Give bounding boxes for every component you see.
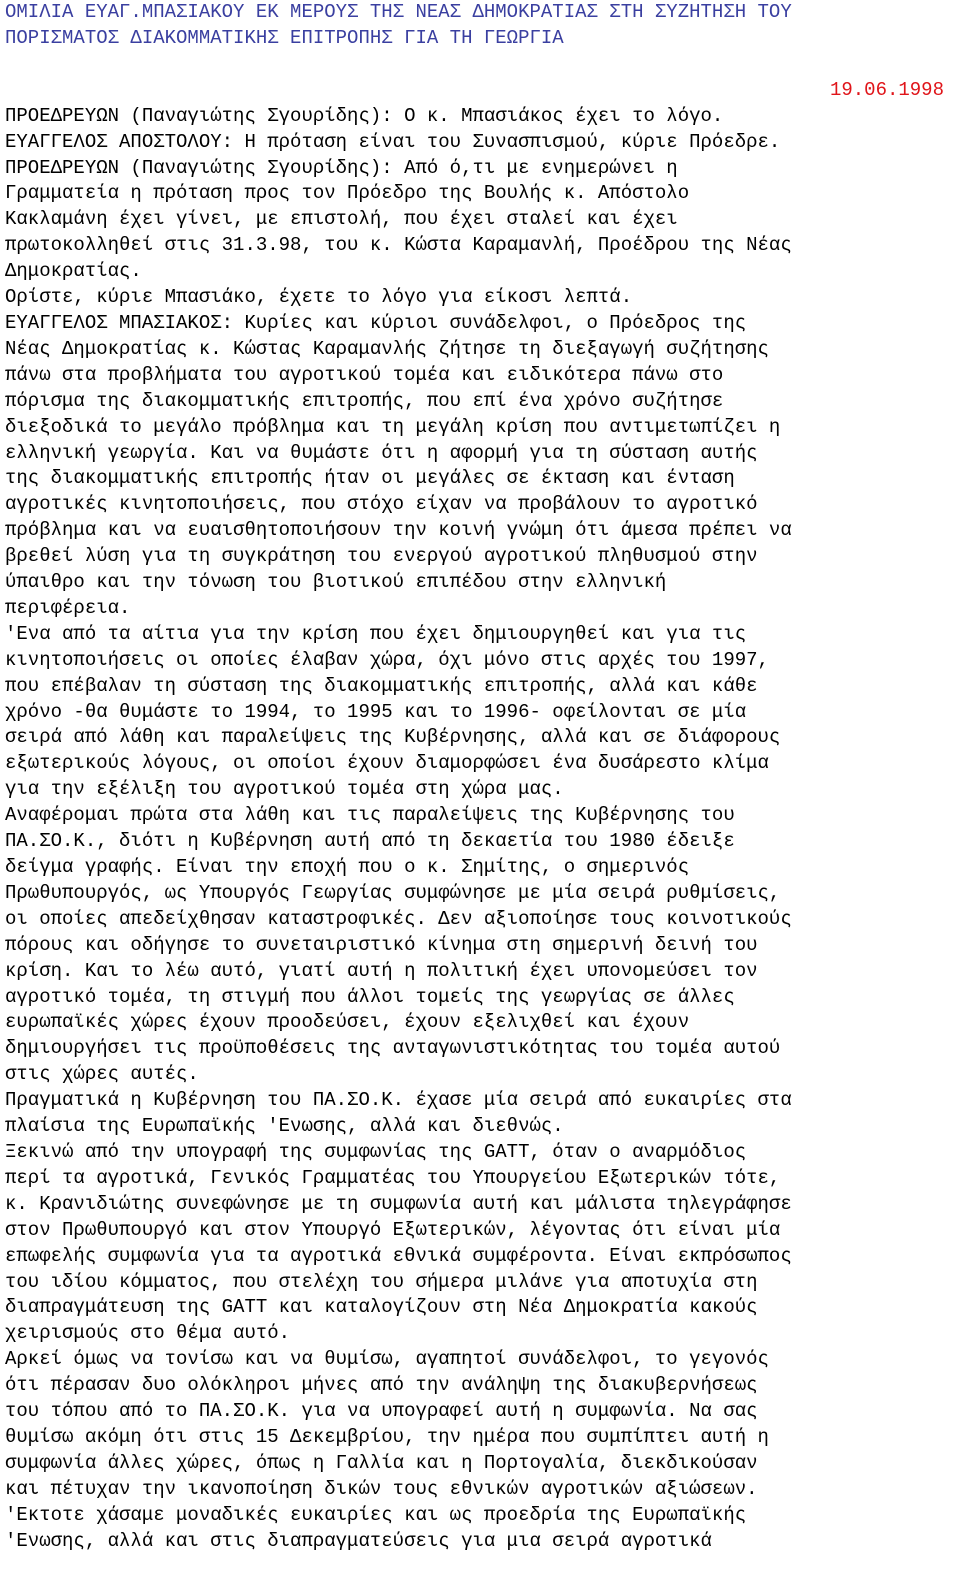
text-line: Δημοκρατίας. [5,260,142,283]
text-line: περιφέρεια. [5,596,131,619]
text-line: ΠΡΟΕΔΡΕΥΩΝ (Παναγιώτης Σγουρίδης): Ο κ. Μπασιάκος έχει το λόγο. [5,104,724,127]
text-line: που επέβαλαν τη σύσταση της διακομματικής επιτροπής, αλλά και κάθε [5,674,758,697]
text-line: αγροτικές κινητοποιήσεις, που στόχο είχαν να προβάλουν το αγροτικό [5,493,758,516]
text-line: στις χώρες αυτές. [5,1063,199,1086]
document-body [5,104,955,1555]
text-line: στον Πρωθυπουργό και στον Υπουργό Εξωτερικών, λέγοντας ότι είναι μία [5,1218,781,1241]
text-line: χειρισμούς στο θέμα αυτό. [5,1322,291,1345]
text-line: πρωτοκολληθεί στις 31.3.98, του κ. Κώστα Καραμανλή, Προέδρου της Νέας [5,234,792,257]
text-line: του ιδίου κόμματος, που στελέχη του σήμερα μιλάνε για αποτυχία στη [5,1270,758,1293]
document-title [5,0,955,52]
title-line: ΟΜΙΛΙΑ ΕΥΑΓ.ΜΠΑΣΙΑΚΟΥ ΕΚ ΜΕΡΟΥΣ ΤΗΣ ΝΕΑΣ ΔΗΜΟΚΡΑΤΙΑΣ ΣΤΗ ΣΥΖΗΤΗΣΗ ΤΟΥ [5,1,792,23]
text-line: 'Εκτοτε χάσαμε μοναδικές ευκαιρίες και ως προεδρία της Ευρωπαϊκής [5,1503,747,1526]
text-line: ΕΥΑΓΓΕΛΟΣ ΑΠΟΣΤΟΛΟΥ: Η πρόταση είναι του Συνασπισμού, κύριε Πρόεδρε. [5,130,781,153]
text-line: Αρκεί όμως να τονίσω και να θυμίσω, αγαπητοί συνάδελφοι, το γεγονός [5,1348,769,1371]
text-line: πρόβλημα και να ευαισθητοποιήσουν την κοινή γνώμη ότι άμεσα πρέπει να [5,519,792,542]
text-line: περί τα αγροτικά, Γενικός Γραμματέας του Υπουργείου Εξωτερικών τότε, [5,1166,781,1189]
text-line: του τόπου από το ΠΑ.ΣΟ.Κ. για να υπογραφεί αυτή η συμφωνία. Να σας [5,1400,758,1423]
text-line: ευρωπαϊκές χώρες έχουν προοδεύσει, έχουν εξελιχθεί και έχουν [5,1011,690,1034]
text-line: ελληνική γεωργία. Και να θυμάστε ότι η αφορμή για τη σύσταση αυτής [5,441,758,464]
text-line: επωφελής συμφωνία για τα αγροτικά εθνικά συμφέροντα. Είναι εκπρόσωπος [5,1244,792,1267]
text-line: εξωτερικούς λόγους, οι οποίοι έχουν διαμορφώσει ένα δυσάρεστο κλίμα [5,752,769,775]
text-line: Αναφέρομαι πρώτα στα λάθη και τις παραλείψεις της Κυβέρνησης του [5,804,735,827]
text-line: αγροτικό τομέα, τη στιγμή που άλλοι τομείς της γεωργίας σε άλλες [5,985,735,1008]
text-line: κινητοποιήσεις οι οποίες έλαβαν χώρα, όχι μόνο στις αρχές του 1997, [5,648,769,671]
text-line: διεξοδικά το μεγάλο πρόβλημα και τη μεγάλη κρίση που αντιμετωπίζει η [5,415,781,438]
document-date: 19.06.1998 [829,78,944,101]
text-line: 'Ενα από τα αίτια για την κρίση που έχει δημιουργηθεί και για τις [5,622,747,645]
title-line: ΠΟΡΙΣΜΑΤΟΣ ΔΙΑΚΟΜΜΑΤΙΚΗΣ ΕΠΙΤΡΟΠΗΣ ΓΙΑ ΤΗ ΓΕΩΡΓΙΑ [5,26,564,49]
text-line: Ξεκινώ από την υπογραφή της συμφωνίας της GATT, όταν ο αναρμόδιος [5,1140,747,1163]
text-line: ύπαιθρο και την τόνωση του βιοτικού επιπέδου στην ελληνική [5,571,667,594]
text-line: πόρισμα της διακομματικής επιτροπής, που επί ένα χρόνο συζήτησε [5,389,724,412]
text-line: Γραμματεία η πρόταση προς τον Πρόεδρο της Βουλής κ. Απόστολο [5,182,690,205]
text-line: διαπραγμάτευση της GATT και καταλογίζουν στη Νέα Δημοκρατία κακούς [5,1296,758,1319]
text-line: και πέτυχαν την ικανοποίηση δικών τους εθνικών αγροτικών αξιώσεων. [5,1477,758,1500]
text-line: κρίση. Και το λέω αυτό, γιατί αυτή η πολιτική έχει υπονομεύσει τον [5,959,758,982]
text-line: Νέας Δημοκρατίας κ. Κώστας Καραμανλής ζήτησε τη διεξαγωγή συζήτησης [5,337,769,360]
text-line: δημιουργήσει τις προϋποθέσεις της ανταγωνιστικότητας του τομέα αυτού [5,1037,781,1060]
text-line: θυμίσω ακόμη ότι στις 15 Δεκεμβρίου, την ημέρα που συμπίπτει αυτή η [5,1425,769,1448]
document-page [5,0,955,1554]
text-line: της διακομματικής επιτροπής ήταν οι μεγάλες σε έκταση και ένταση [5,467,735,490]
text-line: βρεθεί λύση για τη συγκράτηση του ενεργού αγροτικού πληθυσμού στην [5,545,758,568]
text-line: συμφωνία άλλες χώρες, όπως η Γαλλία και η Πορτογαλία, διεκδικούσαν [5,1451,758,1474]
text-line: πλαίσια της Ευρωπαϊκής 'Ενωσης, αλλά και διεθνώς. [5,1115,564,1138]
text-line: δείγμα γραφής. Είναι την εποχή που ο κ. Σημίτης, ο σημερινός [5,856,690,878]
text-line: Ορίστε, κύριε Μπασιάκο, έχετε το λόγο για είκοσι λεπτά. [5,286,633,309]
text-line: κ. Κρανιδιώτης συνεφώνησε με τη συμφωνία αυτή και μάλιστα τηλεγράφησε [5,1192,792,1215]
text-line: Πρωθυπουργός, ως Υπουργός Γεωργίας συμφώνησε με μία σειρά ρυθμίσεις, [5,881,781,904]
text-line: πάνω στα προβλήματα του αγροτικού τομέα και ειδικότερα πάνω στο [5,363,724,386]
text-line: σειρά από λάθη και παραλείψεις της Κυβέρνησης, αλλά και σε διάφορους [5,726,781,749]
text-line: ότι πέρασαν δυο ολόκληροι μήνες από την ανάληψη της διακυβερνήσεως [5,1374,758,1397]
text-line: Πραγματικά η Κυβέρνηση του ΠΑ.ΣΟ.Κ. έχασε μία σειρά από ευκαιρίες στα [5,1089,792,1112]
text-line: ΕΥΑΓΓΕΛΟΣ ΜΠΑΣΙΑΚΟΣ: Κυρίες και κύριοι συνάδελφοι, ο Πρόεδρος της [5,311,747,334]
text-line: ΠΑ.ΣΟ.Κ., διότι η Κυβέρνηση αυτή από τη δεκαετία του 1980 έδειξε [5,830,735,853]
text-line: 'Ενωσης, αλλά και στις διαπραγματεύσεις για μια σειρά αγροτικά [5,1529,712,1552]
text-line: ΠΡΟΕΔΡΕΥΩΝ (Παναγιώτης Σγουρίδης): Από ό,τι με ενημερώνει η [5,156,678,179]
text-line: πόρους και οδήγησε το συνεταιριστικό κίνημα στη σημερινή δεινή του [5,933,758,956]
text-line: οι οποίες απεδείχθησαν καταστροφικές. Δεν αξιοποίησε τους κοινοτικούς [5,907,792,930]
text-line: χρόνο -θα θυμάστε το 1994, το 1995 και το 1996- οφείλονται σε μία [5,700,747,723]
text-line: για την εξέλιξη του αγροτικού τομέα στη χώρα μας. [5,778,564,801]
text-line: Κακλαμάνη έχει γίνει, με επιστολή, που έχει σταλεί και έχει [5,208,678,231]
